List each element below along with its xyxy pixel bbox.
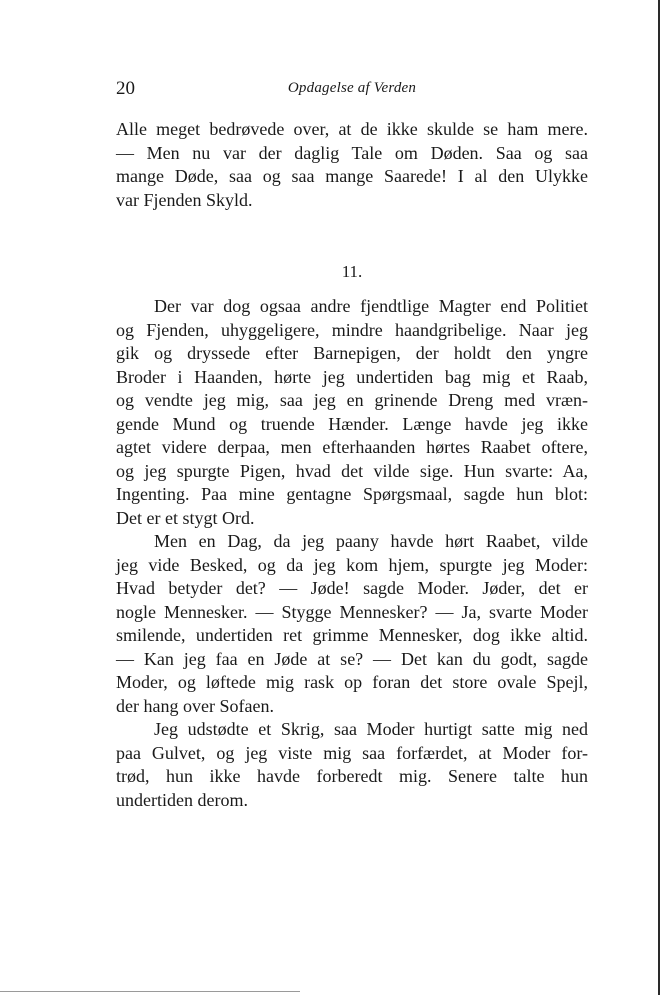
text-line: var Fjenden Skyld. (116, 189, 253, 210)
text-line: paa Gulvet, og jeg viste mig saa forfærdet, at Moder for- (116, 742, 588, 763)
text-line: Der var dog ogsaa andre fjendtlige Magter end Politiet (154, 296, 588, 316)
text-line: Ingenting. Paa mine gentagne Spørgsmaal, sagde hun blot: (116, 484, 588, 504)
text-line: og Fjenden, uhyggeligere, mindre haandgribelige. Naar jeg (116, 319, 588, 340)
text-line: gik og dryssede efter Barnepigen, der holdt den yngre (116, 343, 588, 363)
text-line: gende Mund og truende Hænder. Længe havde jeg ikke (116, 413, 588, 434)
text-line: der hang over Sofaen. (116, 695, 274, 716)
text-line: trød, hun ikke havde forberedt mig. Senere talte hun (116, 766, 588, 786)
text-line: undertiden derom. (116, 789, 248, 810)
text-line: agtet videre derpaa, men efterhaanden hørtes Raabet oftere, (116, 437, 588, 457)
text-line: mange Døde, saa og saa mange Saarede! I al den Ulykke (116, 166, 588, 186)
page-header (116, 78, 588, 102)
running-title: Opdagelse af Verden (287, 80, 417, 96)
text-line: Moder, og løftede mig rask op foran det store ovale Spejl, (116, 672, 588, 692)
text-line: og vendte jeg mig, saa jeg en grinende Dreng med vræn- (116, 390, 588, 410)
page-bottom-edge (0, 991, 300, 992)
page-edge-shadow (658, 0, 660, 995)
text-line: — Men nu var der daglig Tale om Døden. Saa og saa (116, 142, 588, 163)
text-line: Men en Dag, da jeg paany havde hørt Raabet, vilde (154, 531, 588, 551)
section-heading: 11. (341, 262, 363, 281)
page-number: 20 (116, 78, 135, 99)
section-body (116, 295, 588, 812)
text-line: Det er et stygt Ord. (116, 507, 255, 528)
text-line: jeg vide Besked, og da jeg kom hjem, spurgte jeg Moder: (116, 554, 588, 575)
paragraph-continued (116, 118, 588, 212)
text-line: nogle Mennesker. — Stygge Mennesker? — Ja, svarte Moder (116, 601, 588, 622)
text-line: Jeg udstødte et Skrig, saa Moder hurtigt satte mig ned (154, 719, 588, 739)
text-line: Hvad betyder det? — Jøde! sagde Moder. Jøder, det er (116, 578, 588, 598)
text-line: Broder i Haanden, hørte jeg undertiden bag mig et Raab, (116, 366, 588, 387)
text-line: smilende, undertiden ret grimme Mennesker, dog ikke altid. (116, 625, 588, 645)
text-line: Alle meget bedrøvede over, at de ikke skulde se ham mere. (116, 119, 588, 139)
text-line: — Kan jeg faa en Jøde at se? — Det kan du godt, sagde (116, 648, 588, 669)
text-line: og jeg spurgte Pigen, hvad det vilde sige. Hun svarte: Aa, (116, 460, 588, 481)
